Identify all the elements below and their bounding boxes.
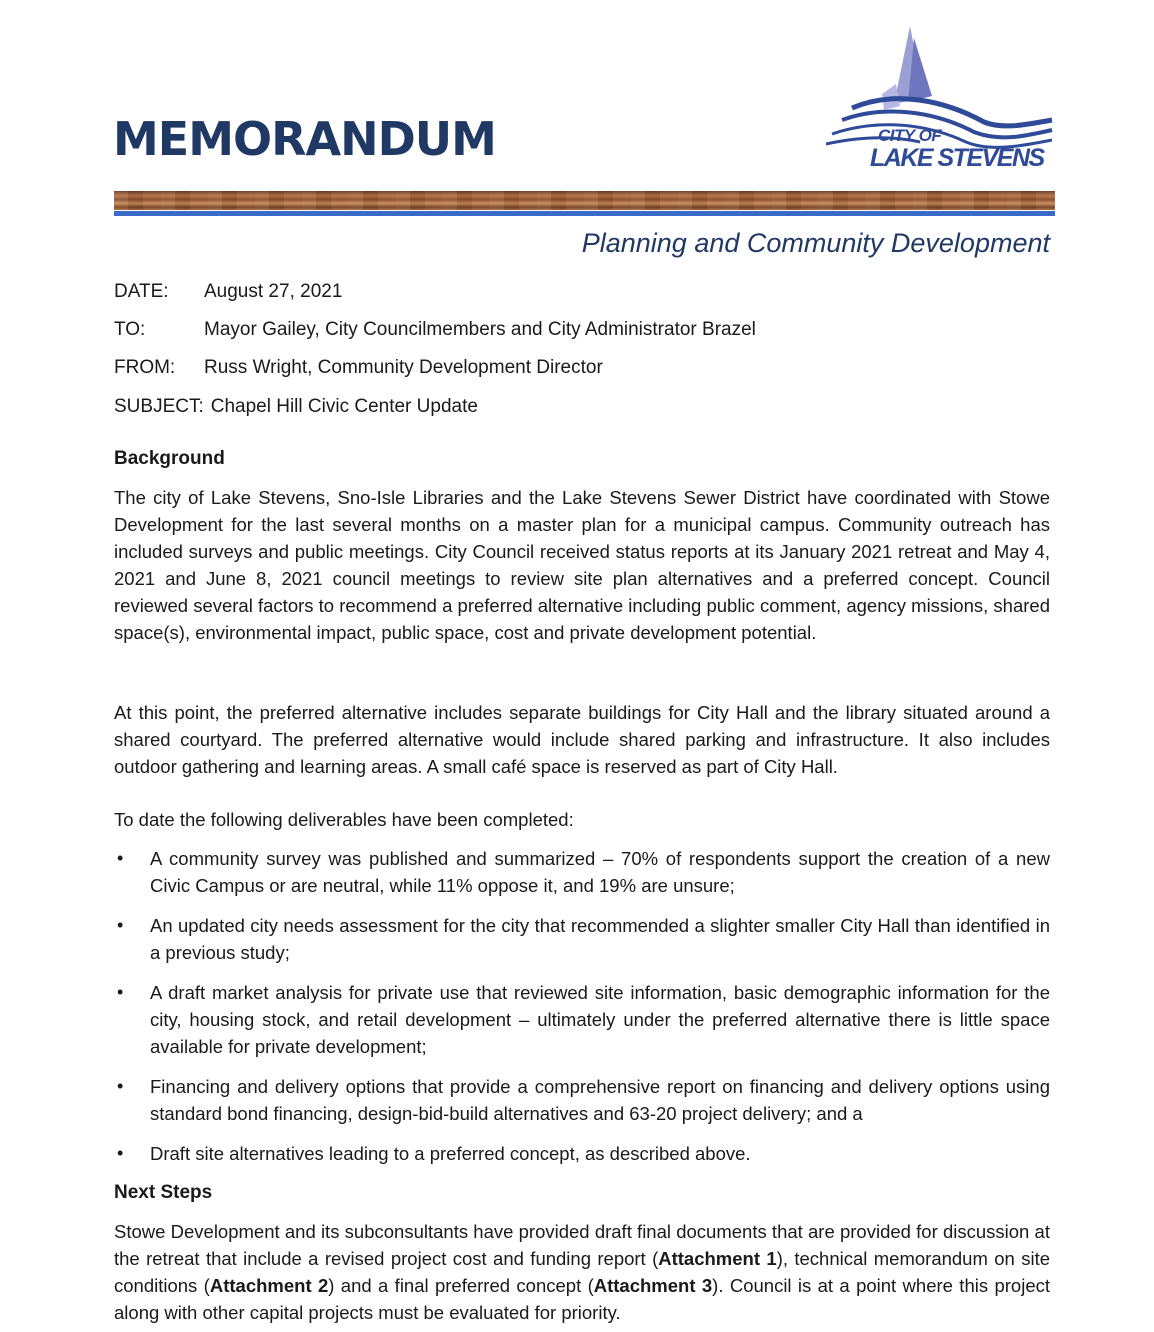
next-steps-text-1: Stowe Development and its subconsultants have provided draft final documents that are provided for discussion at the retreat that include a revised project cost and funding report (	[114, 1221, 1050, 1269]
background-heading: Background	[114, 448, 225, 469]
meta-from	[114, 356, 603, 380]
wood-grain-bar	[114, 191, 1055, 210]
deliverables-intro: To date the following deliverables have been completed:	[114, 809, 574, 830]
meta-subject-value: Chapel Hill Civic Center Update	[210, 396, 478, 417]
list-item-text: An updated city needs assessment for the city that recommended a slighter smaller City Hall than identified in a previous study;	[150, 915, 1050, 963]
list-item	[114, 1073, 1050, 1127]
meta-from-value: Russ Wright, Community Development Director	[204, 357, 603, 378]
list-item-text: A community survey was published and summarized – 70% of respondents support the creation of a new Civic Campus or are neutral, while 11% oppose it, and 19% are unsure;	[150, 848, 1050, 896]
attachment-2-ref: Attachment 2	[209, 1275, 329, 1296]
list-item	[114, 845, 1050, 899]
list-item-text: Draft site alternatives leading to a preferred concept, as described above.	[150, 1143, 751, 1164]
meta-subject	[114, 395, 478, 419]
list-item-text: Financing and delivery options that provide a comprehensive report on financing and delivery options using standard bond financing, design-bid-build alternatives and 63-20 project delivery; and a	[150, 1076, 1050, 1124]
list-item	[114, 912, 1050, 966]
bullet-dot-icon: •	[117, 1143, 124, 1163]
logo-text-city-of: CITY OF	[878, 126, 942, 145]
memo-title: MEMORANDUM	[113, 112, 496, 166]
list-item-text: A draft market analysis for private use that reviewed site information, basic demographic information for the city, housing stock, and retail development – ultimately under the preferred alternative there is little space available for private development;	[150, 982, 1050, 1057]
meta-from-label: FROM:	[114, 357, 176, 378]
deliverables-list	[114, 845, 1050, 1180]
meta-to-label: TO:	[114, 319, 146, 340]
next-steps-text-4: ). Council is at a point where this project along with other capital projects must be evaluated for priority.	[114, 1275, 1050, 1323]
meta-date-label: DATE:	[114, 281, 169, 302]
meta-to-value: Mayor Gailey, City Councilmembers and City Administrator Brazel	[204, 319, 756, 340]
header-divider	[114, 191, 1055, 218]
next-steps-text-2: ), technical memorandum on site conditions (	[114, 1248, 1051, 1296]
list-item	[114, 979, 1050, 1060]
bullet-dot-icon: •	[117, 848, 124, 868]
meta-date-value: August 27, 2021	[204, 281, 343, 302]
attachment-3-ref: Attachment 3	[593, 1275, 713, 1296]
bullet-dot-icon: •	[117, 1076, 124, 1096]
next-steps-text-3: ) and a final preferred concept (	[328, 1275, 594, 1296]
department-name: Planning and Community Development	[581, 228, 1050, 258]
list-item	[114, 1140, 1050, 1167]
next-steps-paragraph	[114, 1218, 1050, 1326]
background-paragraph-1: The city of Lake Stevens, Sno-Isle Libraries and the Lake Stevens Sewer District have coordinated with Stowe Development for the last several months on a master plan for a municipal campus. Community outreach has included surveys and public meetings. City Council received status reports at its January 2021 retreat and May 4, 2021 and June 8, 2021 council meetings to review site plan alternatives and a preferred concept. Council reviewed several factors to recommend a preferred alternative including public comment, agency missions, shared space(s), environmental impact, public space, cost and private development potential.	[114, 487, 1050, 643]
meta-subject-label: SUBJECT:	[114, 396, 204, 417]
attachment-1-ref: Attachment 1	[658, 1248, 777, 1269]
background-paragraph-2: At this point, the preferred alternative includes separate buildings for City Hall and the library situated around a shared courtyard. The preferred alternative would include shared parking and infrastructure. It also includes outdoor gathering and learning areas. A small café space is reserved as part of City Hall.	[114, 702, 1050, 777]
meta-to	[114, 318, 756, 342]
meta-date	[114, 280, 342, 304]
bullet-dot-icon: •	[117, 982, 124, 1002]
logo-text-lake-stevens: LAKE STEVENS	[870, 144, 1044, 172]
bullet-dot-icon: •	[117, 915, 124, 935]
blue-rule-line	[114, 211, 1055, 216]
next-steps-heading: Next Steps	[114, 1182, 213, 1203]
